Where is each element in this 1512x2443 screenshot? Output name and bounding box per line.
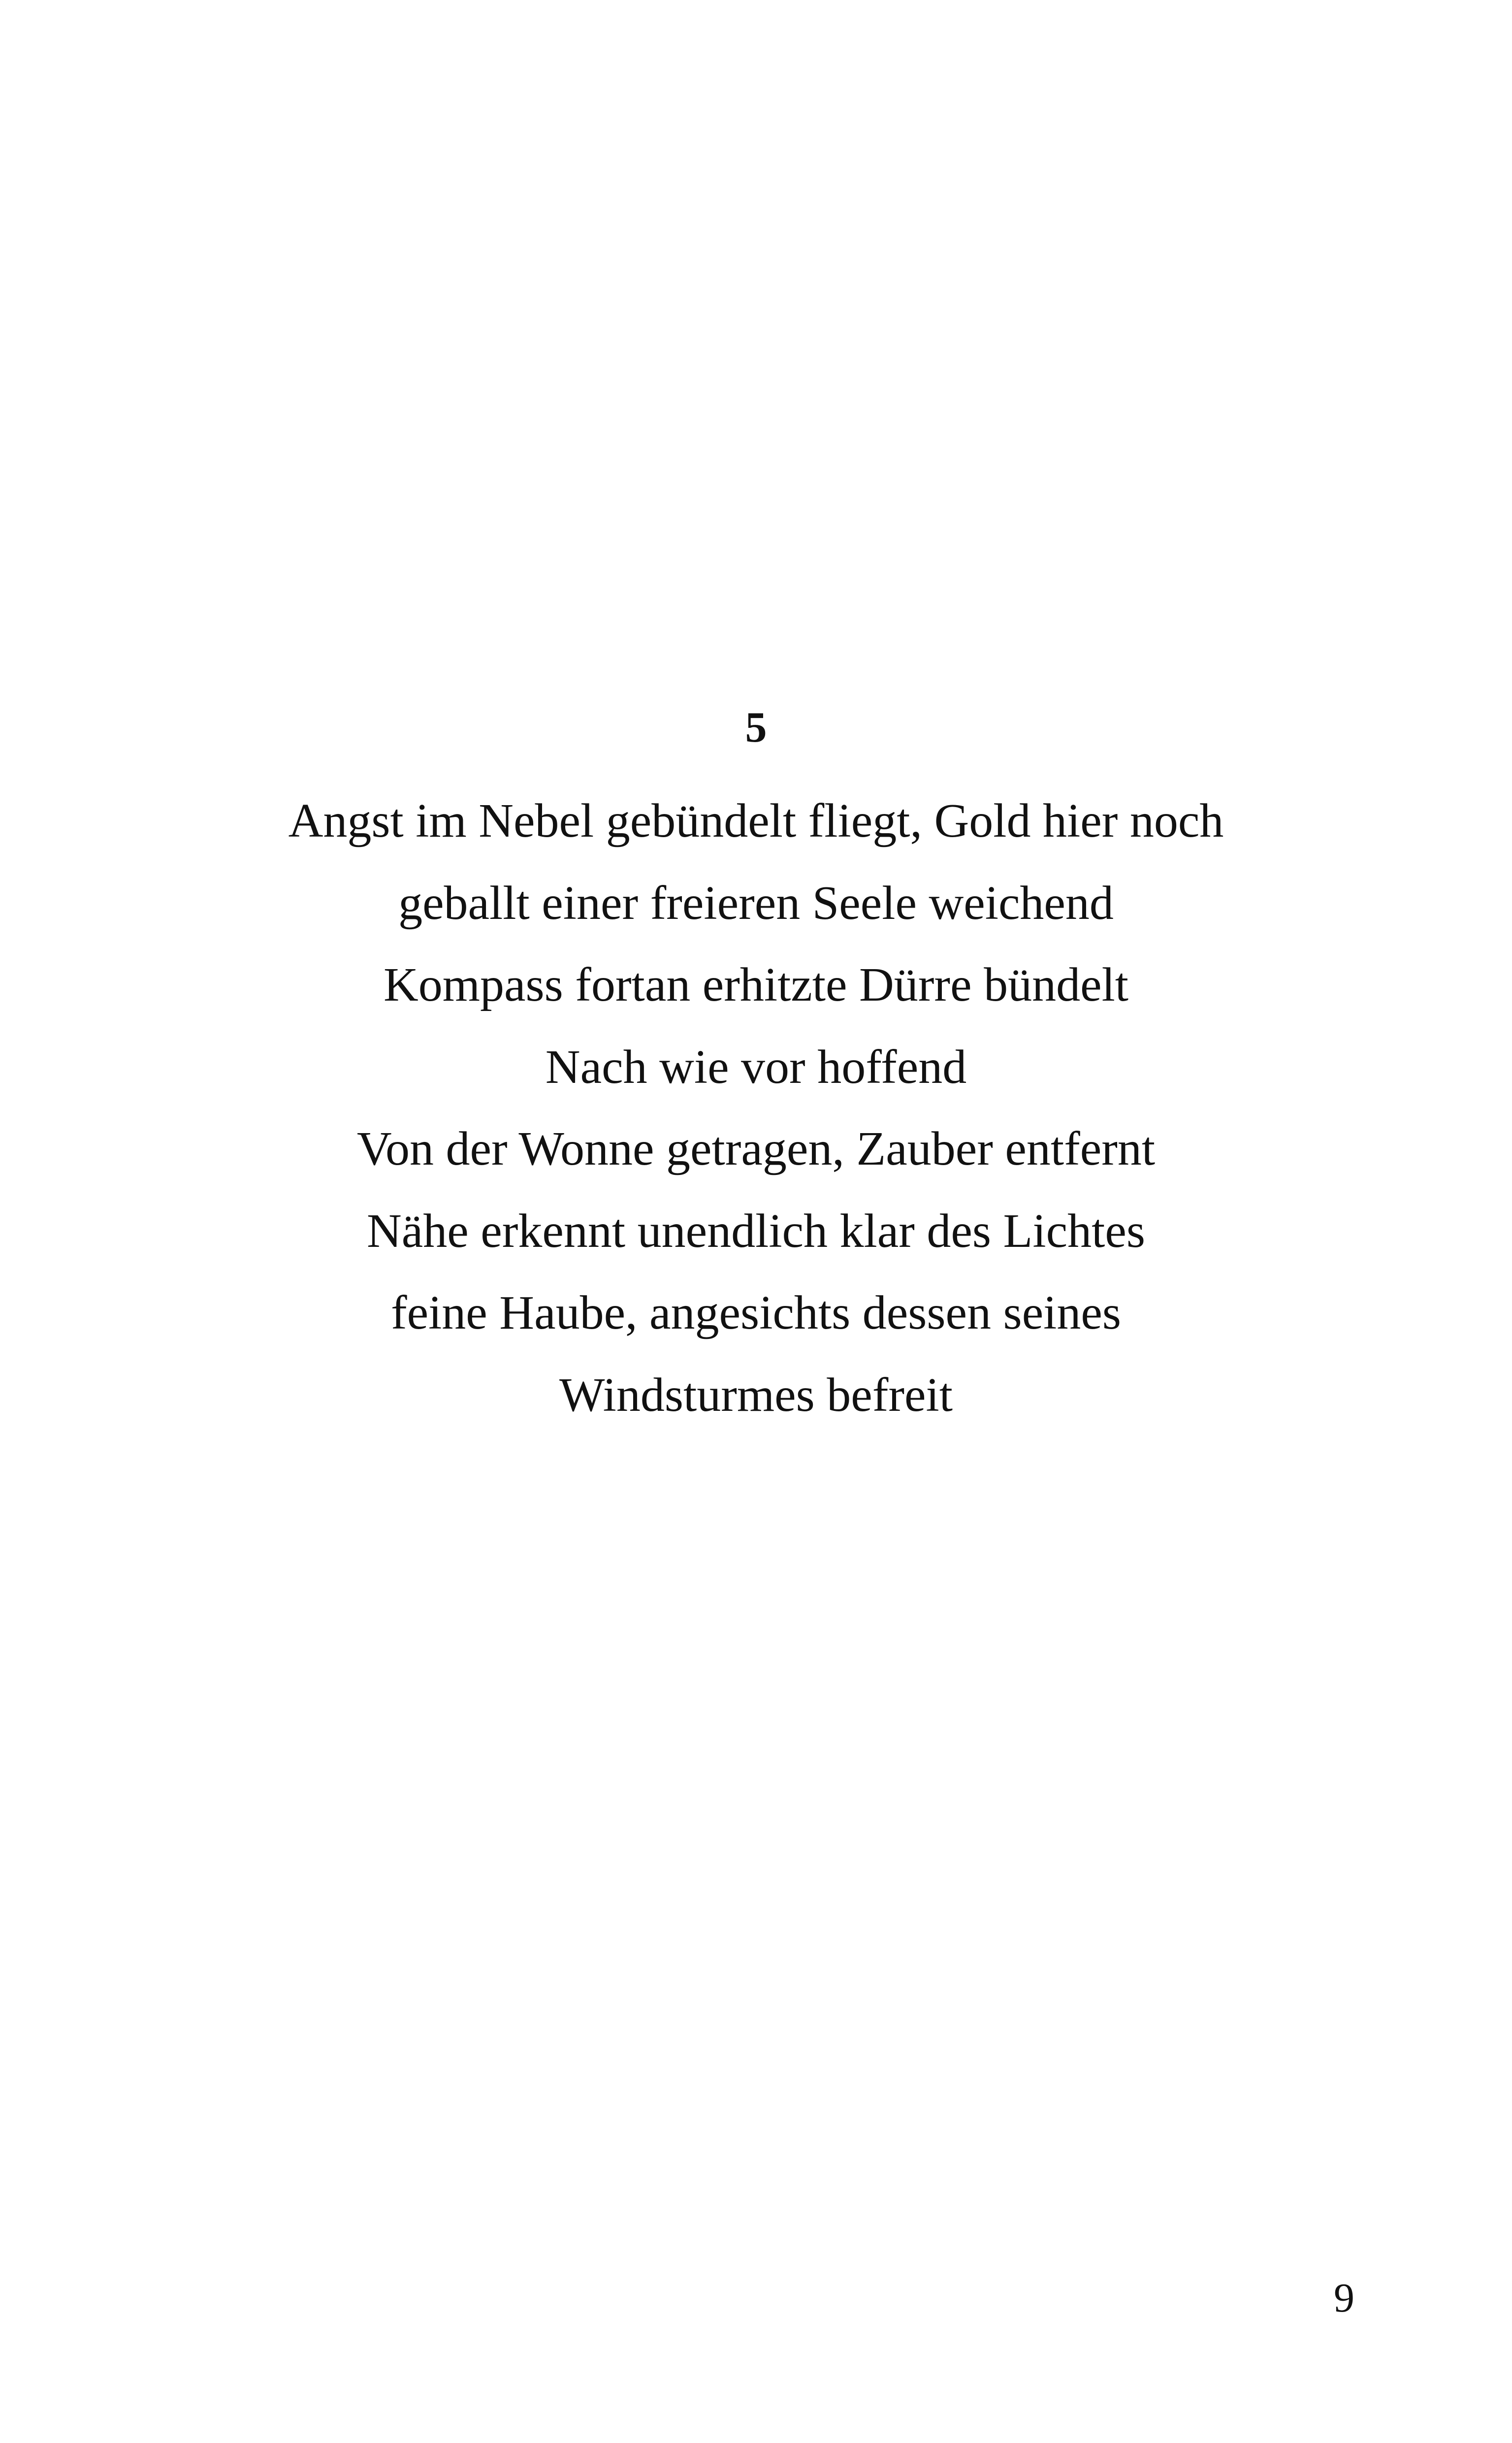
poem-line: Von der Wonne getragen, Zauber entfernt (356, 1122, 1156, 1175)
poem-line: Angst im Nebel gebündelt fliegt, Gold hier noch (288, 794, 1224, 847)
poem (0, 698, 1512, 1436)
poem-number: 5 (745, 704, 767, 751)
poem-line: Nähe erkennt unendlich klar des Lichtes (366, 1204, 1145, 1258)
poem-line: Windsturmes befreit (559, 1368, 953, 1422)
poem-line: feine Haube, angesichts dessen seines (390, 1286, 1122, 1339)
poem-line: Kompass fortan erhitzte Dürre bündelt (383, 958, 1129, 1011)
poem-lines (0, 780, 1512, 1436)
page-number: 9 (1334, 2275, 1354, 2321)
poem-line: geballt einer freieren Seele weichend (398, 876, 1114, 930)
poem-line: Nach wie vor hoffend (545, 1040, 967, 1094)
